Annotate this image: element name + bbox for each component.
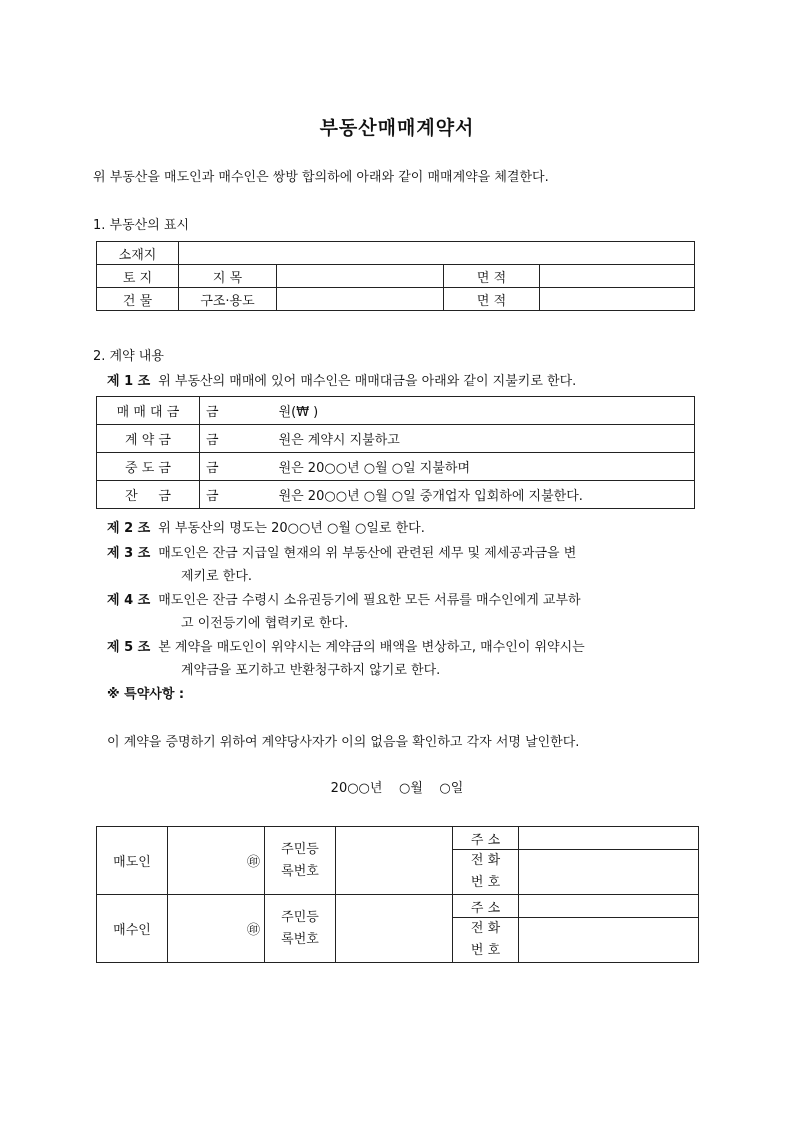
property-table xyxy=(96,241,695,311)
article-3-text: 매도인은 잔금 지급일 현재의 위 부동산에 관련된 세무 및 제세공과금을 변 xyxy=(158,546,577,561)
special-terms: ※ 특약사항 : xyxy=(107,687,185,702)
payment-label: 중 도 금 xyxy=(97,453,200,481)
seller-phone-label-1: 전 화 xyxy=(470,853,501,868)
payment-detail[interactable] xyxy=(200,397,695,425)
section1-heading: 1. 부동산의 표시 xyxy=(93,218,190,233)
payment-detail-text: 원은 계약시 지불하고 xyxy=(278,433,400,448)
page-title: 부동산매매계약서 xyxy=(319,117,475,139)
contract-date: 20○○년 ○월 ○일 xyxy=(330,781,464,796)
article-1 xyxy=(107,370,576,389)
location-label: 소재지 xyxy=(97,242,179,265)
land-category-label: 지 목 xyxy=(179,265,277,288)
payment-unit: 금 xyxy=(206,489,219,504)
structure-field[interactable] xyxy=(277,288,444,311)
buyer-id-label xyxy=(265,895,336,963)
seller-phone-label xyxy=(453,850,519,895)
buyer-phone-label-1: 전 화 xyxy=(470,921,501,936)
closing-text: 이 계약을 증명하기 위하여 계약당사자가 이의 없음을 확인하고 각자 서명 날인한다. xyxy=(107,735,580,750)
buyer-phone-label xyxy=(453,918,519,963)
buyer-phone-field[interactable] xyxy=(519,918,699,963)
payment-row xyxy=(97,425,695,453)
article-2 xyxy=(107,517,425,536)
article-3-number: 제 3 조 xyxy=(107,546,151,561)
article-5-text: 본 계약을 매도인이 위약시는 계약금의 배액을 변상하고, 매수인이 위약시는 xyxy=(158,640,585,655)
payment-detail-text: 원은 20○○년 ○월 ○일 중개업자 입회하에 지불한다. xyxy=(278,489,583,504)
article-4-number: 제 4 조 xyxy=(107,593,151,608)
seller-phone-field[interactable] xyxy=(519,850,699,895)
seller-role: 매도인 xyxy=(97,827,168,895)
payment-row xyxy=(97,397,695,425)
buyer-role: 매수인 xyxy=(97,895,168,963)
building-area-label: 면 적 xyxy=(444,288,540,311)
building-label: 건 물 xyxy=(97,288,179,311)
land-area-label: 면 적 xyxy=(444,265,540,288)
seller-seal[interactable]: ㊞ xyxy=(168,827,265,895)
seller-id-label-2: 록번호 xyxy=(281,863,319,879)
article-4-text: 매도인은 잔금 수령시 소유권등기에 필요한 모든 서류를 매수인에게 교부하 xyxy=(158,593,581,608)
payment-row xyxy=(97,453,695,481)
article-4-continued: 고 이전등기에 협력키로 한다. xyxy=(181,616,349,631)
article-1-text: 위 부동산의 매매에 있어 매수인은 매매대금을 아래와 같이 지불키로 한다. xyxy=(158,374,577,389)
payment-label: 매 매 대 금 xyxy=(97,397,200,425)
location-field[interactable] xyxy=(179,242,695,265)
structure-label: 구조·용도 xyxy=(179,288,277,311)
buyer-id-field[interactable] xyxy=(336,895,453,963)
payment-label: 계 약 금 xyxy=(97,425,200,453)
article-5-continued: 계약금을 포기하고 반환청구하지 않기로 한다. xyxy=(181,663,441,678)
payment-unit: 금 xyxy=(206,461,219,476)
land-category-field[interactable] xyxy=(277,265,444,288)
payment-detail-text: 원은 20○○년 ○월 ○일 지불하며 xyxy=(278,461,471,476)
article-1-number: 제 1 조 xyxy=(107,374,151,389)
buyer-seal[interactable]: ㊞ xyxy=(168,895,265,963)
seller-address-label: 주 소 xyxy=(453,827,519,850)
payment-unit: 금 xyxy=(206,433,219,448)
article-3-continued: 제키로 한다. xyxy=(181,569,253,584)
signature-table xyxy=(96,826,699,963)
payment-detail[interactable] xyxy=(200,481,695,509)
building-area-field[interactable] xyxy=(540,288,695,311)
article-2-number: 제 2 조 xyxy=(107,521,151,536)
buyer-address-label: 주 소 xyxy=(453,895,519,918)
land-label: 토 지 xyxy=(97,265,179,288)
section2-heading: 2. 계약 내용 xyxy=(93,349,164,364)
article-2-text: 위 부동산의 명도는 20○○년 ○월 ○일로 한다. xyxy=(158,521,425,536)
seller-id-label-1: 주민등 xyxy=(281,841,319,857)
payment-unit: 금 xyxy=(206,405,219,420)
intro-text: 위 부동산을 매도인과 매수인은 쌍방 합의하에 아래와 같이 매매계약을 체결한다. xyxy=(93,170,549,185)
seller-address-field[interactable] xyxy=(519,827,699,850)
payment-table xyxy=(96,396,695,509)
seller-id-field[interactable] xyxy=(336,827,453,895)
land-area-field[interactable] xyxy=(540,265,695,288)
payment-label: 잔 금 xyxy=(97,481,200,509)
buyer-id-label-1: 주민등 xyxy=(281,909,319,925)
seller-id-label xyxy=(265,827,336,895)
buyer-address-field[interactable] xyxy=(519,895,699,918)
payment-row xyxy=(97,481,695,509)
buyer-id-label-2: 록번호 xyxy=(281,931,319,947)
article-5 xyxy=(107,636,585,655)
seller-phone-label-2: 번 호 xyxy=(470,875,501,890)
article-3 xyxy=(107,542,576,561)
article-4 xyxy=(107,589,581,608)
article-5-number: 제 5 조 xyxy=(107,640,151,655)
buyer-phone-label-2: 번 호 xyxy=(470,943,501,958)
payment-detail[interactable] xyxy=(200,425,695,453)
payment-detail[interactable] xyxy=(200,453,695,481)
payment-detail-text: 원(₩ ) xyxy=(278,405,319,420)
